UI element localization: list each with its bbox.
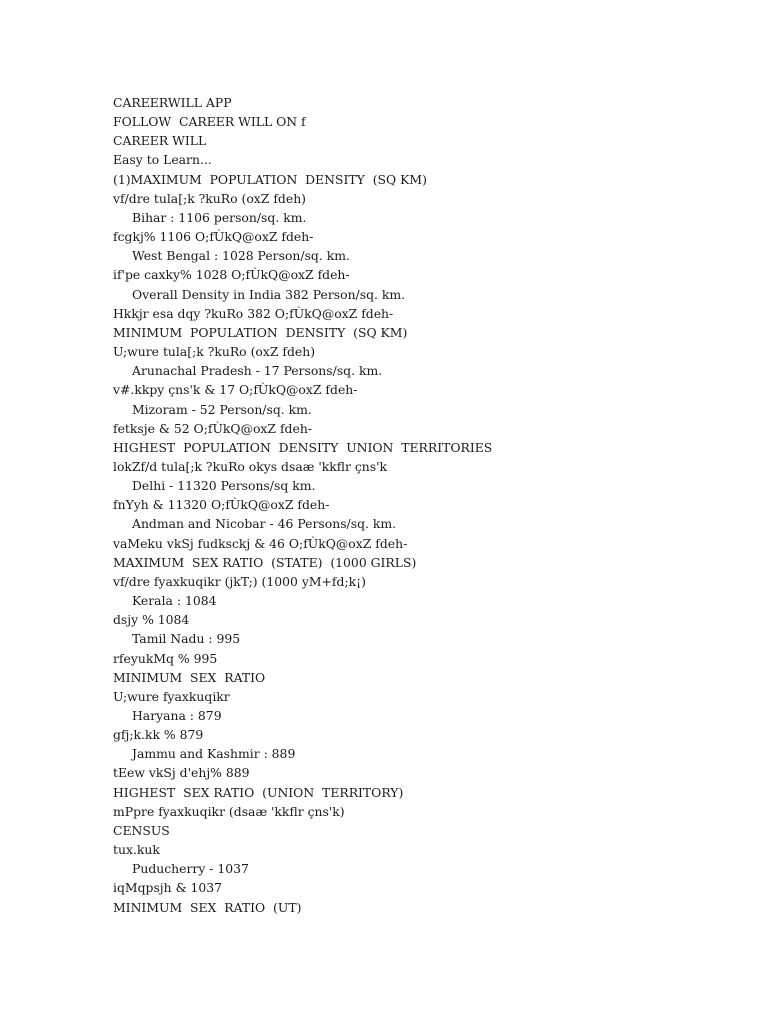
text-line: tEew vkSj d'ehj% 889	[113, 765, 250, 781]
text-line: Kerala : 1084	[132, 593, 217, 609]
text-line: U;wure fyaxkuqikr	[113, 688, 230, 704]
text-line: Arunachal Pradesh - 17 Persons/sq. km.	[132, 363, 383, 379]
text-line: HIGHEST POPULATION DENSITY UNION TERRITORIES	[113, 439, 493, 455]
document-body	[113, 93, 733, 917]
text-line: vf/dre tula[;k ?kuRo (oxZ fdeh)	[113, 190, 307, 206]
text-line: FOLLOW CAREER WILL ON f	[113, 114, 306, 130]
text-line: HIGHEST SEX RATIO (UNION TERRITORY)	[113, 784, 404, 800]
text-line: v#.kkpy çns'k & 17 O;fÙkQ@oxZ fdeh-	[113, 382, 358, 398]
text-line: MINIMUM SEX RATIO	[113, 669, 266, 685]
text-line: Bihar : 1106 person/sq. km.	[132, 209, 307, 225]
text-line: Tamil Nadu : 995	[132, 631, 241, 647]
text-line: Haryana : 879	[132, 708, 222, 723]
text-line: lokZf/d tula[;k ?kuRo okys dsaæ 'kkflr çns'k	[113, 458, 388, 474]
text-line: fnYyh & 11320 O;fÙkQ@oxZ fdeh-	[113, 497, 330, 513]
text-line: iqMqpsjh & 1037	[113, 880, 223, 896]
text-line: MINIMUM SEX RATIO (UT)	[113, 899, 302, 915]
text-line: CAREER WILL	[113, 133, 207, 149]
text-line: Hkkjr esa dqy ?kuRo 382 O;fÙkQ@oxZ fdeh-	[113, 305, 394, 321]
text-line: rfeyukMq % 995	[113, 650, 218, 666]
text-line: MINIMUM POPULATION DENSITY (SQ KM)	[113, 324, 408, 340]
text-line: Jammu and Kashmir : 889	[132, 746, 296, 762]
text-line: West Bengal : 1028 Person/sq. km.	[132, 248, 350, 264]
text-line: Easy to Learn...	[113, 152, 212, 168]
text-line: if'pe caxky% 1028 O;fÙkQ@oxZ fdeh-	[113, 267, 350, 283]
text-line: gfj;k.kk % 879	[113, 727, 204, 743]
text-line: (1)MAXIMUM POPULATION DENSITY (SQ KM)	[113, 171, 427, 187]
text-line: fcgkj% 1106 O;fÙkQ@oxZ fdeh-	[113, 229, 314, 245]
text-line: fetksje & 52 O;fÙkQ@oxZ fdeh-	[113, 420, 312, 436]
text-line: Delhi - 11320 Persons/sq km.	[132, 478, 316, 494]
text-line: CENSUS	[113, 822, 170, 838]
text-line: tux.kuk	[113, 842, 160, 858]
text-line: Mizoram - 52 Person/sq. km.	[132, 401, 312, 417]
text-line: vaMeku vkSj fudksckj & 46 O;fÙkQ@oxZ fdeh-	[113, 535, 408, 551]
text-line: CAREERWILL APP	[113, 95, 232, 110]
text-line: mPpre fyaxkuqikr (dsaæ 'kkflr çns'k)	[113, 803, 345, 819]
text-line: Puducherry - 1037	[132, 861, 249, 877]
text-line: MAXIMUM SEX RATIO (STATE) (1000 GIRLS)	[113, 554, 417, 570]
text-line: vf/dre fyaxkuqikr (jkT;) (1000 yM+fd;k¡)	[113, 573, 366, 589]
text-line: Overall Density in India 382 Person/sq. km.	[132, 286, 406, 302]
text-line: Andman and Nicobar - 46 Persons/sq. km.	[132, 516, 397, 532]
text-line: U;wure tula[;k ?kuRo (oxZ fdeh)	[113, 344, 316, 360]
text-line: dsjy % 1084	[113, 612, 190, 628]
